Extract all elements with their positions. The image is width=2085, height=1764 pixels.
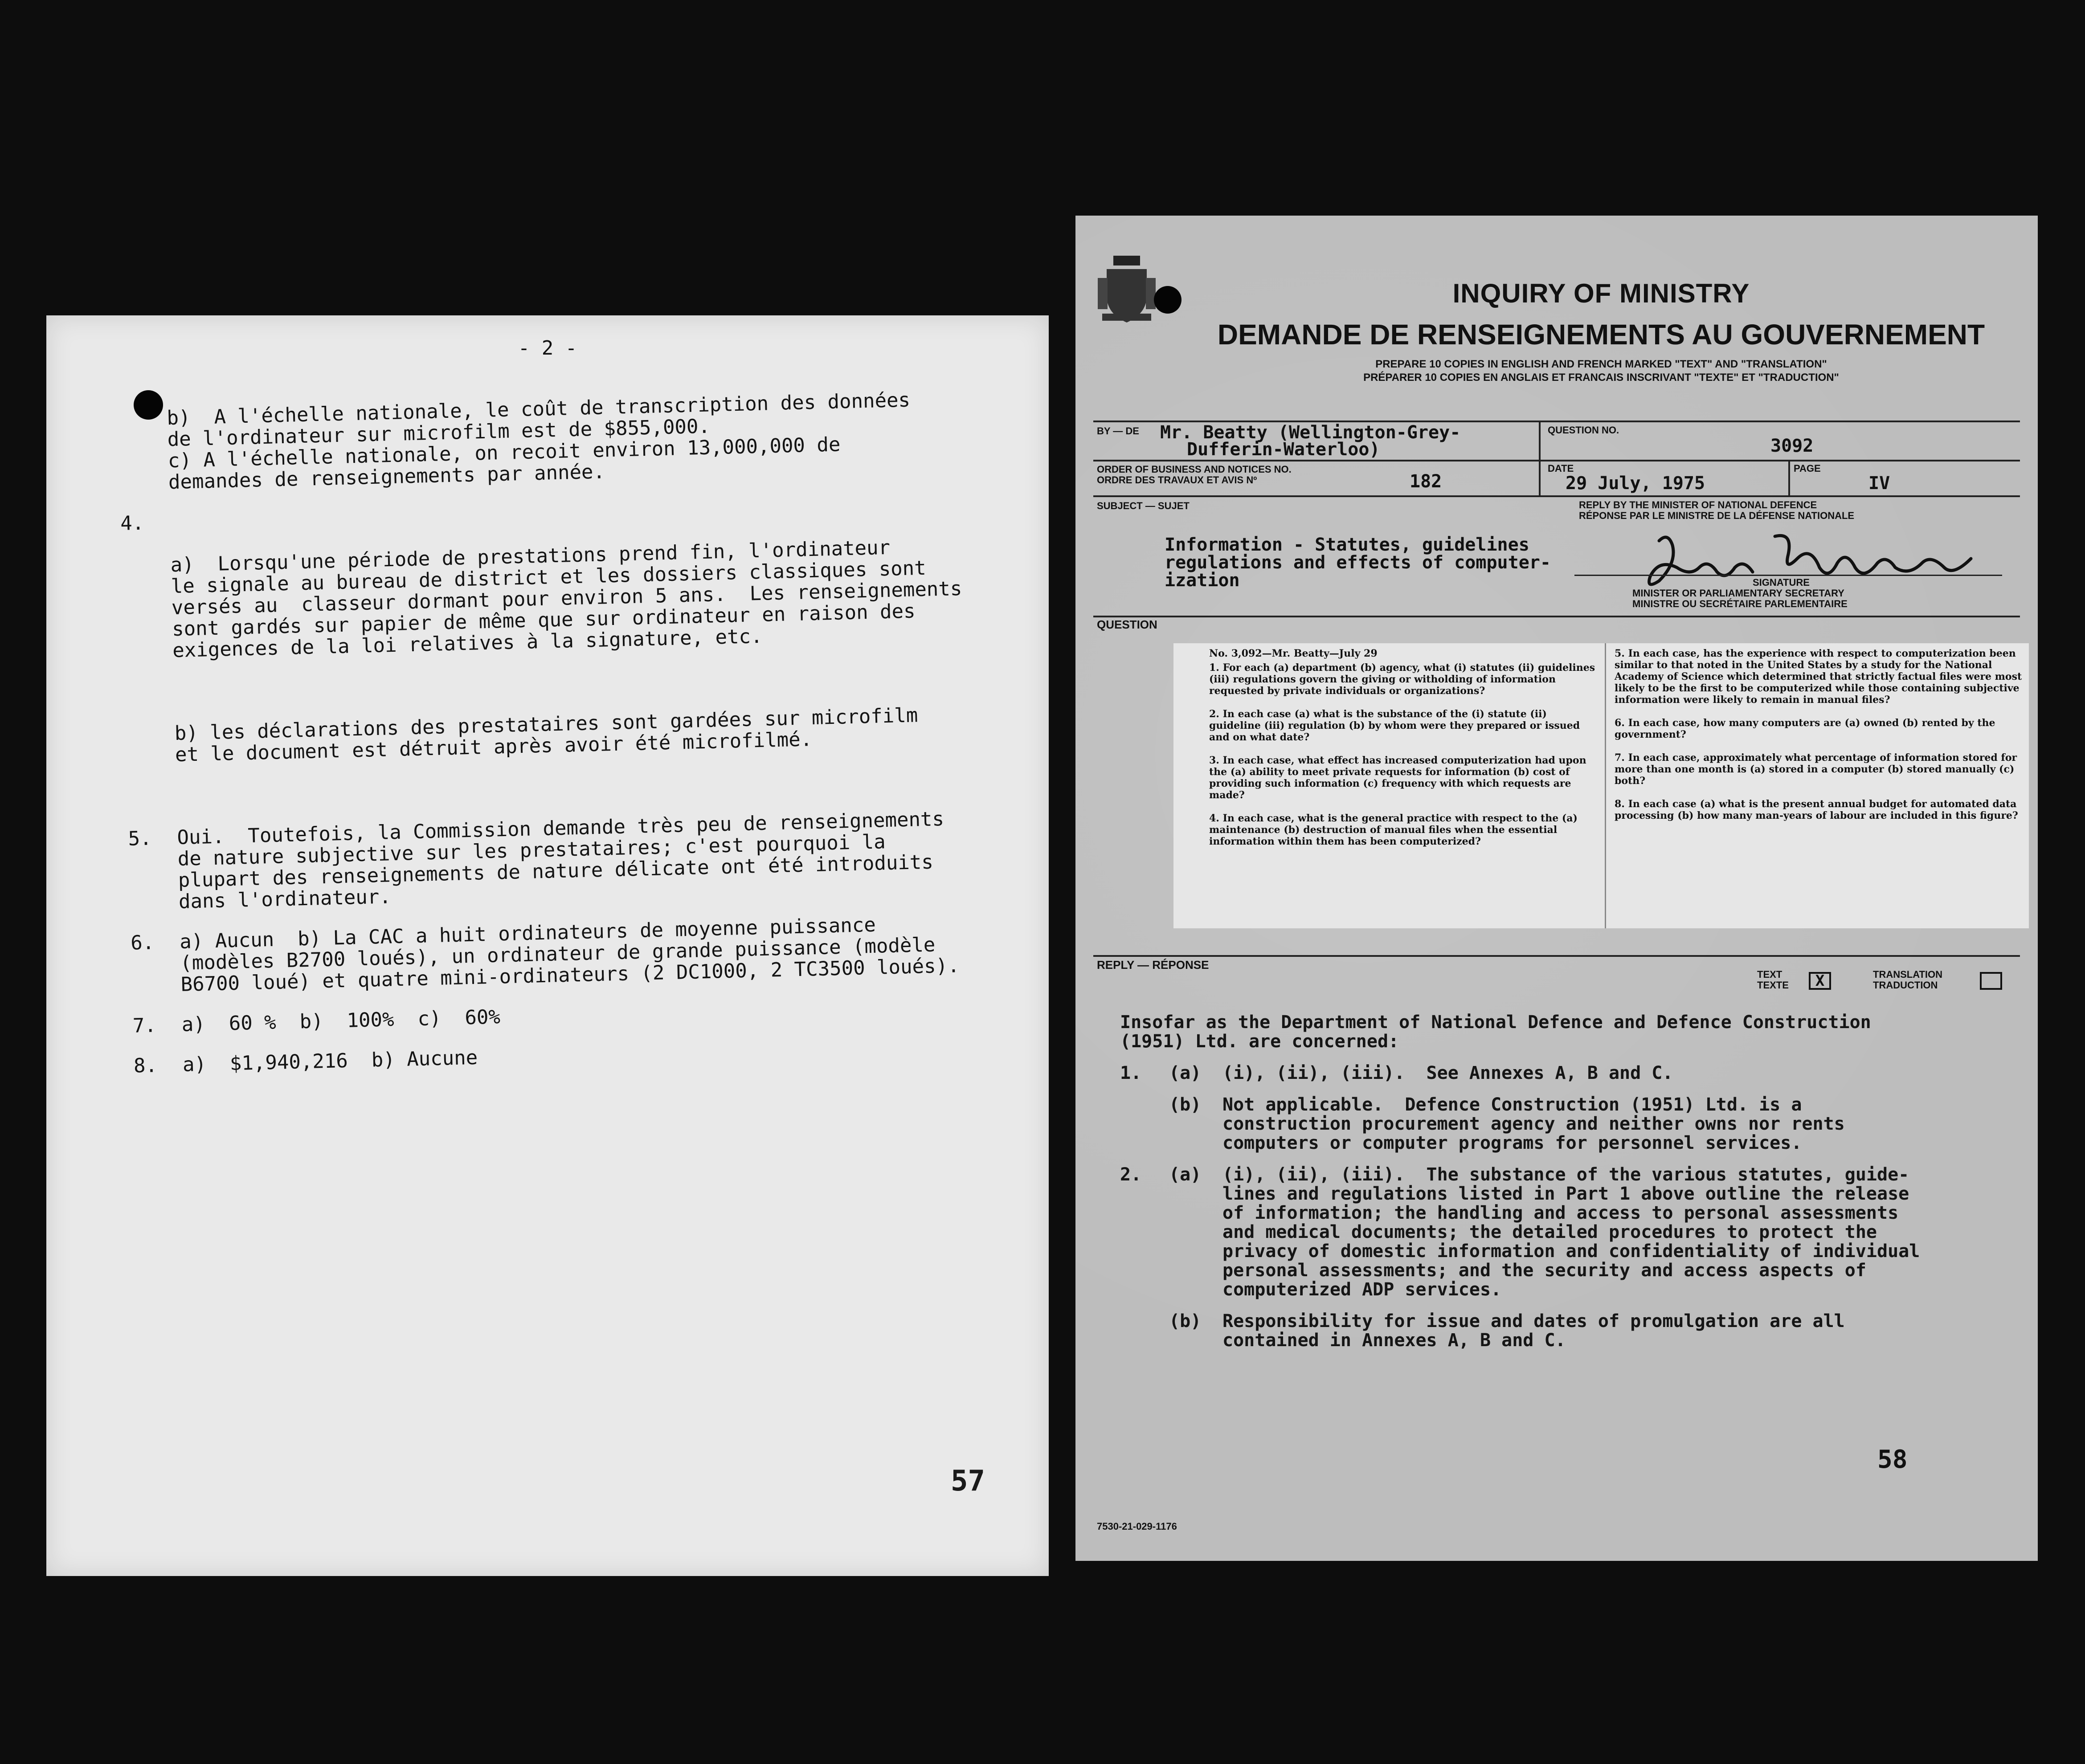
question-paragraph: 3. In each case, what effect has increased computerization had upon the (a) ability to meet private requests for information (b) cost of providing such information (c) frequency with which requests are made? [1209,755,1586,801]
item-number: 4. [120,511,144,535]
reply-body [1120,1013,2020,1363]
by-label: BY — DE [1097,425,1139,437]
list-item [118,387,1037,494]
item-number: 6. [130,931,155,955]
list-item [128,806,1047,914]
divider [1093,495,2020,497]
question-no-value: 3092 [1770,436,1814,456]
column-divider [1605,643,1606,928]
item-text: a) Aucun b) La CAC a huit ordinateurs de moyenne puissance (modèles B2700 loués), un ordinateur de grande puissance (modèle B6700 loué) et quatre mini-ordinateurs (2 DC1000, 2 TC3500 loués). [179,913,960,996]
translation-label: TRANSLATION [1873,969,1943,980]
form-number: 7530-21-029-1176 [1097,1521,1177,1532]
subject-value: Information - Statutes, guidelines [1165,535,1529,555]
item-text: a) $1,940,216 b) Aucune [182,1046,478,1076]
by-value: Mr. Beatty (Wellington-Grey- [1160,422,1461,443]
item-number [118,408,169,494]
reply-letter: (b) [1169,1311,1202,1331]
question-column-right [1615,648,2024,833]
question-label: QUESTION [1097,618,1157,631]
item-number: 7. [132,1014,157,1037]
text-label: TEXT [1757,969,1782,980]
signature-line [1574,575,2002,576]
right-page [1075,216,2038,1561]
divider [1539,421,1541,495]
question-column-left [1209,648,1601,859]
reply-letter: (b) [1169,1094,1202,1115]
question-no-label: QUESTION NO. [1548,425,1619,436]
reply-label: REPLY — RÉPONSE [1097,958,1209,972]
reply-text: (i), (ii), (iii). The substance of the various statutes, guide- lines and regulations listed in Part 1 above outline the release of information; the handling and access to personal assessments and medical documents; the detailed procedures to protect the privacy of domestic information and confidentiality of individual personal assessments; and the security and access aspects of computerized ADP services. [1222,1164,1920,1300]
order-label: ORDER OF BUSINESS AND NOTICES NO. [1097,464,1292,475]
list-item [120,491,1045,810]
reply-by-label: REPLY BY THE MINISTER OF NATIONAL DEFENCE [1579,499,1817,510]
divider [1093,460,2020,461]
item-number: 8. [133,1054,158,1078]
divider [1788,460,1790,495]
list-item [133,1033,1049,1077]
item-text: a) 60 % b) 100% c) 60% [181,1005,501,1036]
reply-intro: Insofar as the Department of National Defence and Defence Construction (1951) Ltd. are concerned: [1120,1012,1871,1052]
question-clipping [1173,643,2029,928]
order-value: 182 [1410,471,1442,492]
item-text: a) Lorsqu'une période de prestations prend fin, l'ordinateur le signale au bureau de district et les dossiers classiques sont versés au classeur dormant pour environ 5 ans. Les renseignements sont gardés sur papier de même que sur ordinateur en raison des exigences de la loi relatives à la signature, etc. [170,536,962,662]
reply-item [1169,1312,2020,1350]
subject-value-cont: regulations and effects of computer- [1165,552,1551,573]
text-checkbox[interactable]: X [1809,972,1831,990]
question-paragraph: 7. In each case, approximately what percentage of information stored for more than one month is (a) stored in a computer (b) stored manually (c) both? [1615,752,2017,787]
question-paragraph: 6. In each case, how many computers are (a) owned (b) rented by the government? [1615,717,1995,740]
question-paragraph: 8. In each case (a) what is the present annual budget for automated data processing (b) how many man-years of labour are included in this figure? [1615,798,2018,821]
question-paragraph: 1. For each (a) department (b) agency, what (i) statutes (ii) guidelines (iii) regulations govern the giving or witholding of information requested by private individuals or organizations? [1209,662,1595,697]
reply-item [1169,1095,2020,1153]
date-label: DATE [1548,463,1574,474]
item-text: Oui. Toutefois, la Commission demande très peu de renseignements de nature subjective sur les prestataires; c'est pourquoi la plupart des renseignements de nature délicate ont été introduits dans l'ordinateur. [176,807,944,913]
signature-sublabel: MINISTER OR PARLIAMENTARY SECRETARY [1632,588,1844,599]
item-text: b) A l'échelle nationale, le coût de transcription des données de l'ordinateur sur microfilm est de $855,000. c) A l'échelle nationale, on recoit environ 13,000,000 de demandes de renseignements par année. [166,388,911,494]
question-paragraph: 4. In each case, what is the general practice with respect to the (a) maintenance (b) destruction of manual files when the essential information within them has been computerized? [1209,813,1578,847]
reply-by-label-french: RÉPONSE PAR LE MINISTRE DE LA DÉFENSE NATIONALE [1579,510,1855,521]
reply-letter: (a) [1169,1164,1202,1185]
subject-label: SUBJECT — SUJET [1097,500,1190,511]
date-value: 29 July, 1975 [1566,473,1705,494]
question-paragraph: 5. In each case, has the experience with respect to computerization been similar to that noted in the United States by a study for the National Academy of Science which determined that strictly factual files were most likely to be the first to be computerized while those containing subjective information were likely to remain in manual files? [1615,648,2022,706]
reply-item [1120,1165,2020,1299]
reply-text: Not applicable. Defence Construction (1951) Ltd. is a construction procurement agency and neither owns nor rents computers or computer programs for personnel services. [1222,1094,1845,1153]
subject-value-cont: ization [1165,570,1240,591]
question-paragraph: 2. In each case (a) what is the substance of the (i) statute (ii) guideline (iii) regulation (b) by whom were they prepared or issued and on what date? [1209,708,1580,743]
reply-number: 2. [1120,1164,1142,1185]
item-subtext: b) les déclarations des prestataires sont gardées sur microfilm et le document est détruit après avoir été microfilmé. [174,704,918,767]
reply-text: Responsibility for issue and dates of promulgation are all contained in Annexes A, B and C. [1222,1311,1845,1351]
reply-text: (i), (ii), (iii). See Annexes A, B and C. [1222,1063,1673,1083]
list-item [132,993,1049,1037]
translation-label-french: TRADUCTION [1873,980,1938,991]
signature-label: SIGNATURE [1753,577,1810,588]
divider [1093,616,2020,617]
divider [1093,955,2020,957]
form-instructions-french: PRÉPARER 10 COPIES EN ANGLAIS ET FRANCAIS INSCRIVANT "TEXTE" ET "TRADUCTION" [1363,372,1839,384]
coat-of-arms-icon [1093,251,1160,327]
order-label-french: ORDRE DES TRAVAUX ET AVIS Nº [1097,474,1257,486]
signature-image [1632,527,1998,590]
page-label: PAGE [1794,463,1821,474]
left-page [46,315,1049,1576]
form-title-french: DEMANDE DE RENSEIGNEMENTS AU GOUVERNEMENT [1217,318,1985,351]
reply-item [1120,1064,2020,1083]
by-value-cont: Dufferin-Waterloo) [1187,439,1380,460]
question-heading: No. 3,092—Mr. Beatty—July 29 [1209,648,1378,659]
page-value: IV [1868,473,1890,494]
item-number: 5. [127,827,152,850]
translation-checkbox[interactable] [1980,972,2002,990]
page-number: 57 [951,1465,985,1498]
left-page-body [118,387,1049,1096]
signature-sublabel-french: MINISTRE OU SECRÉTAIRE PARLEMENTAIRE [1632,598,1848,609]
form-instructions: PREPARE 10 COPIES IN ENGLISH AND FRENCH MARKED "TEXT" AND "TRANSLATION" [1375,358,1827,370]
page-number: 58 [1877,1445,1908,1474]
text-label-french: TEXTE [1757,980,1789,991]
reply-letter: (a) [1169,1063,1202,1083]
reply-number: 1. [1120,1063,1142,1083]
page-header: - 2 - [518,337,577,359]
list-item [131,910,1049,996]
form-title: INQUIRY OF MINISTRY [1452,278,1750,308]
